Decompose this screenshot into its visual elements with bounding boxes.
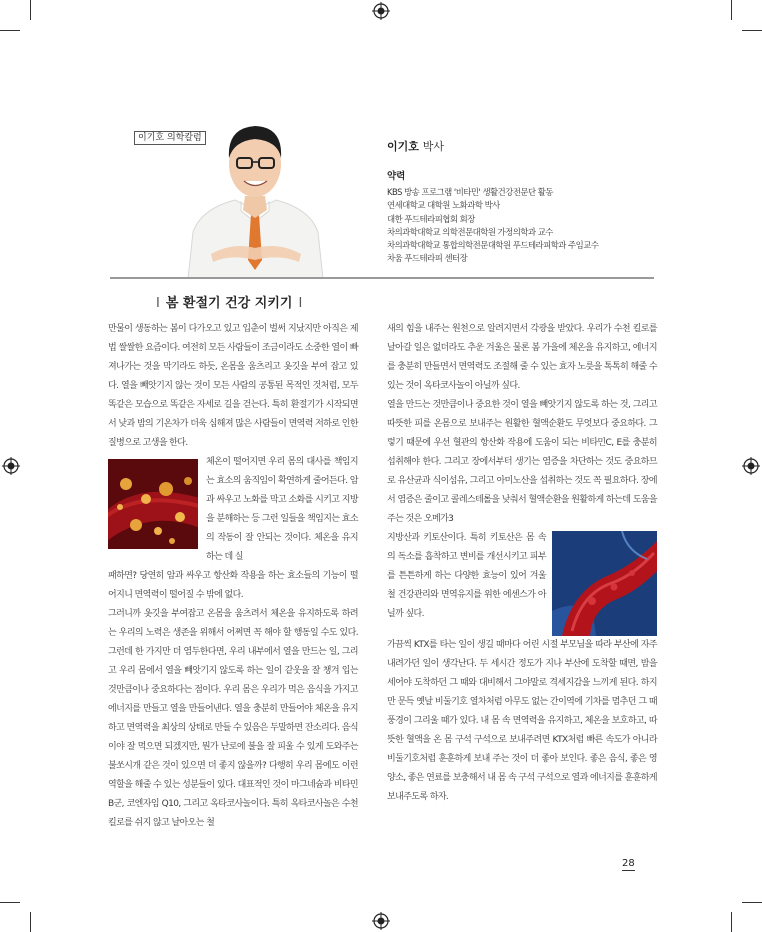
article-heading-text: 봄 환절기 건강 지키기 [165,296,293,311]
paragraph: 만물이 생동하는 봄이 다가오고 있고 입춘이 벌써 지났지만 아직은 제법 쌀쌀한 요즘이다. 여전히 모든 사람들이 조금이라도 소중한 열이 빠져나가는 것을 막기라도 하듯, 온몸을 움츠리고 옷깃을 부여 잡고 있다. 열을 빼앗기지 않는 것이 모든 사람의 공통된 목적인 것처럼, 모두 똑같은 모습으로 똑같은 자세로 길을 걷는다. 특히 환절기가 시작되면서 낮과 밤의 기온차가 더욱 심해져 많은 사람들이 면역력 저하로 인한 질병으로 고생을 한다. [108,324,358,448]
crop-mark [731,0,732,20]
registration-mark-icon [742,457,760,475]
article-heading [150,292,308,311]
crop-mark [742,30,762,31]
article-column-left [108,320,358,833]
author-portrait [183,114,328,279]
paragraph-with-image [387,529,657,636]
page-number: 28 [622,858,635,869]
crop-mark [30,912,31,932]
heading-bar: I [156,296,160,311]
career-item: 차의과학대학교 의학전문대학원 가정의학과 교수 [387,226,553,237]
section-divider [110,277,654,279]
crop-mark [0,902,20,903]
heading-bar: I [298,296,303,311]
author-profile [387,138,687,266]
career-heading: 약력 [387,171,406,182]
article-column-right [387,320,657,807]
career-item: 대한 푸드테라피협회 회장 [387,213,475,224]
crop-mark [0,30,20,31]
crop-mark [30,0,31,20]
paragraph: 가끔씩 KTX를 타는 일이 생길 때마다 어린 시절 부모님을 따라 부산에 자주 내려가던 일이 생각난다. 두 세시간 정도가 지나 부산에 도착할 때면, 밤을 세어야 도착하던 그 때와 대비해서 그야말로 격세지감을 느끼게 된다. 하지만 문득 옛날 비둘기호 열차처럼 아무도 없는 간이역에 기차를 멈추던 그 때 풍경이 그리울 때가 있다. 내 몸 속 면역력을 유지하고, 체온을 보호하고, 따뜻한 혈액을 온 몸 구석 구석으로 보내주려면 KTX처럼 빠른 속도가 아니라 비둘기호처럼 훈훈하게 보내 주는 것이 더 좋아 보인다. 좋은 음식, 좋은 영양소, 좋은 연료를 보충해서 내 몸 속 구석 구석으로 열과 에너지를 훈훈하게 보내주도록 하자. [387,640,657,802]
crop-mark [731,912,732,932]
paragraph: 패하면? 당연히 암과 싸우고 항산화 작용을 하는 효소들의 기능이 떨어지니 면역력이 떨어질 수 밖에 없다. [108,571,358,600]
registration-mark-icon [372,2,390,20]
registration-mark-icon [372,912,390,930]
paragraph: 그러니까 옷깃을 부여잡고 온몸을 움츠려서 체온을 유지하도록 하려는 우리의 노력은 생존을 위해서 어쩌면 꼭 해야 할 행동일 수도 있다. 그런데 한 가지만 더 염두한다면, 우리 내부에서 열을 만드는 일, 그리고 우리 몸에서 열을 빼앗기지 않도록 하는 일이 같웃을 잘 챙겨 입는 것만큼이나 중요하다는 점이다. 우리 몸은 우리가 먹은 음식을 가지고 에너지를 만들고 열을 만들어낸다. 열을 충분히 만들어야 체온을 유지하고 면역력을 최상의 상태로 만들 수 있음은 두말하면 잔소리다. 음식이야 잘 먹으면 되겠지만, 뭔가 난로에 불을 잘 피울 수 있게 도와주는 불쏘시개 같은 것이 있으면 더 좋지 않을까? 다행히 우리 몸에도 이런 역할을 해줄 수 있는 성분들이 있다. 대표적인 것이 마그네슘과 비타민B군, 코엔자임 Q10, 그리고 옥타코사놀이다. 특히 옥타코사놀은 수천 킬로를 쉬지 않고 날아오는 철 [108,609,358,828]
career-item: 차움 푸드테라피 센터장 [387,253,468,264]
blood-cells-image [108,459,198,549]
author-title: 박사 [422,140,444,153]
author-name-text: 이기호 [387,140,419,153]
blood-vessel-image [552,531,657,636]
career-item: 차의과학대학교 통합의학전문대학원 푸드테라피학과 주임교수 [387,240,599,251]
author-name [387,138,687,154]
paragraph-with-image [108,453,358,567]
crop-mark [742,902,762,903]
registration-mark-icon [2,457,20,475]
paragraph: 열을 만드는 것만큼이나 중요한 것이 열을 빼앗기지 않도록 하는 것, 그리고 따뜻한 피를 온몸으로 보내주는 원활한 혈액순환도 무엇보다 중요하다. 그렇기 때문에 우선 혈관의 항산화 작용에 도움이 되는 비타민C, E를 충분히 섭취해야 한다. 그리고 장에서부터 생기는 염증을 차단하는 것도 중요하므로 유산균과 식이섬유, 그리고 아미노산을 섭취하는 것도 꼭 필요하다. 장에서 염증은 줄이고 콜레스테롤을 낮춰서 혈액순환을 원활하게 하는데 도움을 주는 것은 오메가3 [387,400,657,524]
paragraph: 체온이 떨어지면 우리 몸의 대사를 책임지는 효소의 움직임이 확연하게 줄어든다. 암과 싸우고 노화를 막고 소화를 시키고 지방을 분해하는 등 그런 일들을 책임지는 효소의 작동이 잘 안되는 것이다. 체온을 유지하는 데 실 [206,457,358,562]
career-item: KBS 방송 프로그램 '비타민' 생활건강전문단 활동 [387,187,553,197]
paragraph: 지방산과 키토산이다. 특히 키토산은 몸 속의 독소를 흡착하고 변비를 개선시키고 피부를 튼튼하게 하는 다양한 효능이 있어 겨울철 건강관리와 면역유지를 위한 에센스가 아닐까 싶다. [387,533,546,619]
column-tag: 이기호 의학칼럼 [134,131,206,145]
career-item: 연세대학교 대학원 노화과학 박사 [387,200,500,211]
career-list [387,186,687,266]
paragraph: 새의 힘을 내주는 원천으로 알려지면서 각광을 받았다. 우리가 수천 킬로를 날아갈 일은 없더라도 추운 겨울은 물론 봄 가을에 체온을 유지하고, 에너지를 충분히 만들면서 면역력도 조절해 줄 수 있는 효자 노릇을 톡톡히 해줄 수 있는 것이 옥타코사놀이 아닐까 싶다. [387,324,657,391]
